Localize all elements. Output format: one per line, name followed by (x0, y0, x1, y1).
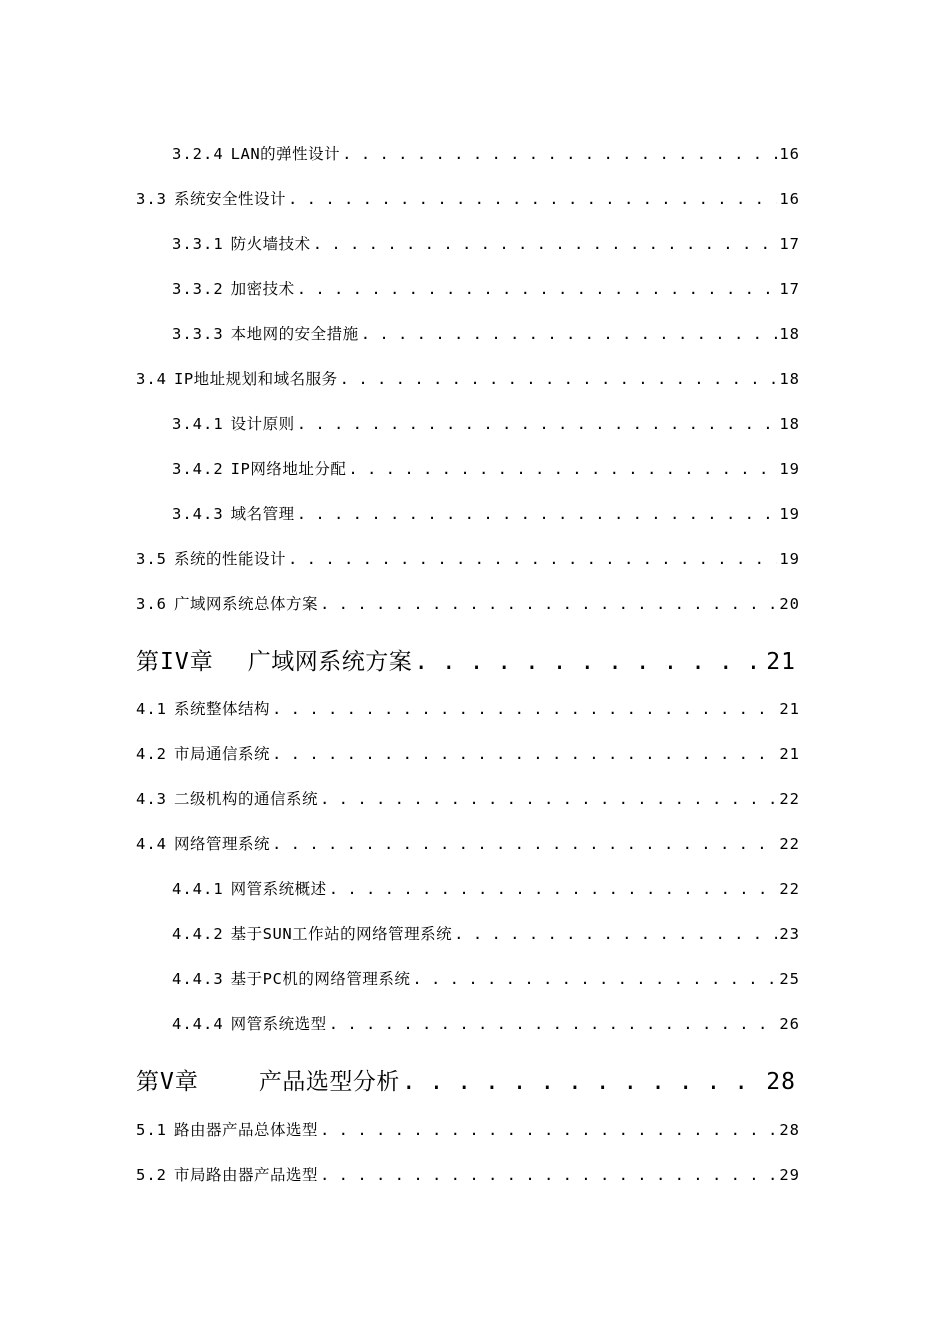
toc-entry[interactable] (172, 967, 800, 989)
entry-title: 本地网的安全措施 (230, 325, 359, 343)
dot-leader (320, 790, 777, 808)
entry-number: 4.4 (136, 835, 167, 853)
entry-page: 25 (779, 970, 800, 988)
dot-leader (348, 460, 777, 478)
dot-leader (297, 415, 778, 433)
toc-entry[interactable] (172, 322, 800, 344)
entry-number: 3.4 (136, 370, 167, 388)
toc-entry[interactable] (136, 592, 800, 614)
entry-title: IP网络地址分配 (230, 460, 347, 478)
entry-title: 二级机构的通信系统 (174, 790, 319, 808)
entry-page: 29 (779, 1166, 800, 1184)
entry-title: 网管系统选型 (230, 1015, 327, 1033)
dot-leader (297, 280, 778, 298)
entry-number: 3.4.2 (172, 460, 224, 478)
entry-page: 18 (779, 415, 800, 433)
entry-page: 16 (779, 145, 800, 163)
entry-title: 系统安全性设计 (174, 190, 287, 208)
entry-title: 系统整体结构 (174, 700, 271, 718)
toc-entry[interactable] (172, 277, 800, 299)
dot-leader (329, 880, 778, 898)
toc-entry[interactable] (172, 457, 800, 479)
toc-chapter-entry[interactable] (136, 643, 796, 676)
entry-title: 路由器产品总体选型 (174, 1121, 319, 1139)
entry-number: 3.5 (136, 550, 167, 568)
chapter-page: 21 (766, 649, 796, 675)
toc-entry[interactable] (136, 697, 800, 719)
dot-leader (329, 1015, 778, 1033)
entry-title: 广域网系统总体方案 (174, 595, 319, 613)
entry-number: 5.2 (136, 1166, 167, 1184)
dot-leader (288, 190, 777, 208)
toc-chapter-entry[interactable] (136, 1063, 796, 1096)
entry-title: 市局路由器产品选型 (174, 1166, 319, 1184)
dot-leader (412, 970, 777, 988)
entry-number: 4.2 (136, 745, 167, 763)
entry-page: 18 (779, 370, 800, 388)
entry-page: 19 (779, 505, 800, 523)
entry-title: 设计原则 (230, 415, 295, 433)
dot-leader (272, 745, 777, 763)
entry-number: 4.4.1 (172, 880, 224, 898)
toc-entry[interactable] (172, 922, 800, 944)
toc-entry[interactable] (172, 502, 800, 524)
entry-number: 3.3 (136, 190, 167, 208)
dot-leader (313, 235, 778, 253)
entry-number: 3.3.2 (172, 280, 224, 298)
toc-entry[interactable] (172, 142, 800, 164)
toc-entry[interactable] (172, 232, 800, 254)
chapter-page: 28 (766, 1069, 796, 1095)
dot-leader (320, 1166, 777, 1184)
entry-number: 5.1 (136, 1121, 167, 1139)
toc-entry[interactable] (136, 367, 800, 389)
entry-title: 域名管理 (230, 505, 295, 523)
entry-page: 22 (779, 790, 800, 808)
entry-title: LAN的弹性设计 (230, 145, 341, 163)
chapter-number: 第IV章 (136, 649, 214, 675)
entry-title: 基于PC机的网络管理系统 (230, 970, 411, 988)
entry-title: 加密技术 (230, 280, 295, 298)
dot-leader (320, 595, 777, 613)
dot-leader (320, 1121, 777, 1139)
toc-entry[interactable] (136, 1118, 800, 1140)
chapter-number: 第V章 (136, 1069, 199, 1095)
entry-page: 16 (779, 190, 800, 208)
toc-entry[interactable] (136, 1163, 800, 1185)
entry-page: 19 (779, 550, 800, 568)
entry-number: 4.4.4 (172, 1015, 224, 1033)
entry-page: 21 (779, 700, 800, 718)
entry-number: 4.4.2 (172, 925, 224, 943)
entry-number: 3.3.1 (172, 235, 224, 253)
entry-page: 17 (779, 235, 800, 253)
toc-entry[interactable] (136, 547, 800, 569)
entry-title: 网管系统概述 (230, 880, 327, 898)
toc-entry[interactable] (172, 1012, 800, 1034)
entry-title: 系统的性能设计 (174, 550, 287, 568)
dot-leader (342, 145, 777, 163)
entry-title: 基于SUN工作站的网络管理系统 (230, 925, 453, 943)
toc-entry[interactable] (172, 412, 800, 434)
dot-leader (272, 835, 777, 853)
entry-number: 3.4.1 (172, 415, 224, 433)
entry-page: 26 (779, 1015, 800, 1033)
dot-leader (454, 925, 777, 943)
toc-entry[interactable] (172, 877, 800, 899)
dot-leader (288, 550, 777, 568)
dot-leader (340, 370, 778, 388)
entry-page: 22 (779, 835, 800, 853)
entry-page: 19 (779, 460, 800, 478)
toc-entry[interactable] (136, 187, 800, 209)
entry-page: 22 (779, 880, 800, 898)
entry-page: 17 (779, 280, 800, 298)
entry-title: 防火墙技术 (230, 235, 311, 253)
entry-number: 3.4.3 (172, 505, 224, 523)
chapter-title: 产品选型分析 (258, 1069, 400, 1095)
dot-leader (414, 649, 764, 675)
entry-number: 4.4.3 (172, 970, 224, 988)
entry-page: 21 (779, 745, 800, 763)
entry-number: 4.1 (136, 700, 167, 718)
entry-title: IP地址规划和域名服务 (174, 370, 338, 388)
toc-entry[interactable] (136, 787, 800, 809)
entry-title: 市局通信系统 (174, 745, 271, 763)
entry-number: 3.2.4 (172, 145, 224, 163)
dot-leader (402, 1069, 764, 1095)
chapter-title: 广域网系统方案 (247, 649, 413, 675)
entry-page: 23 (779, 925, 800, 943)
entry-page: 28 (779, 1121, 800, 1139)
dot-leader (272, 700, 777, 718)
entry-number: 3.3.3 (172, 325, 224, 343)
dot-leader (297, 505, 778, 523)
entry-page: 20 (779, 595, 800, 613)
entry-page: 18 (779, 325, 800, 343)
toc-entry[interactable] (136, 832, 800, 854)
dot-leader (361, 325, 778, 343)
entry-title: 网络管理系统 (174, 835, 271, 853)
entry-number: 4.3 (136, 790, 167, 808)
entry-number: 3.6 (136, 595, 167, 613)
toc-entry[interactable] (136, 742, 800, 764)
